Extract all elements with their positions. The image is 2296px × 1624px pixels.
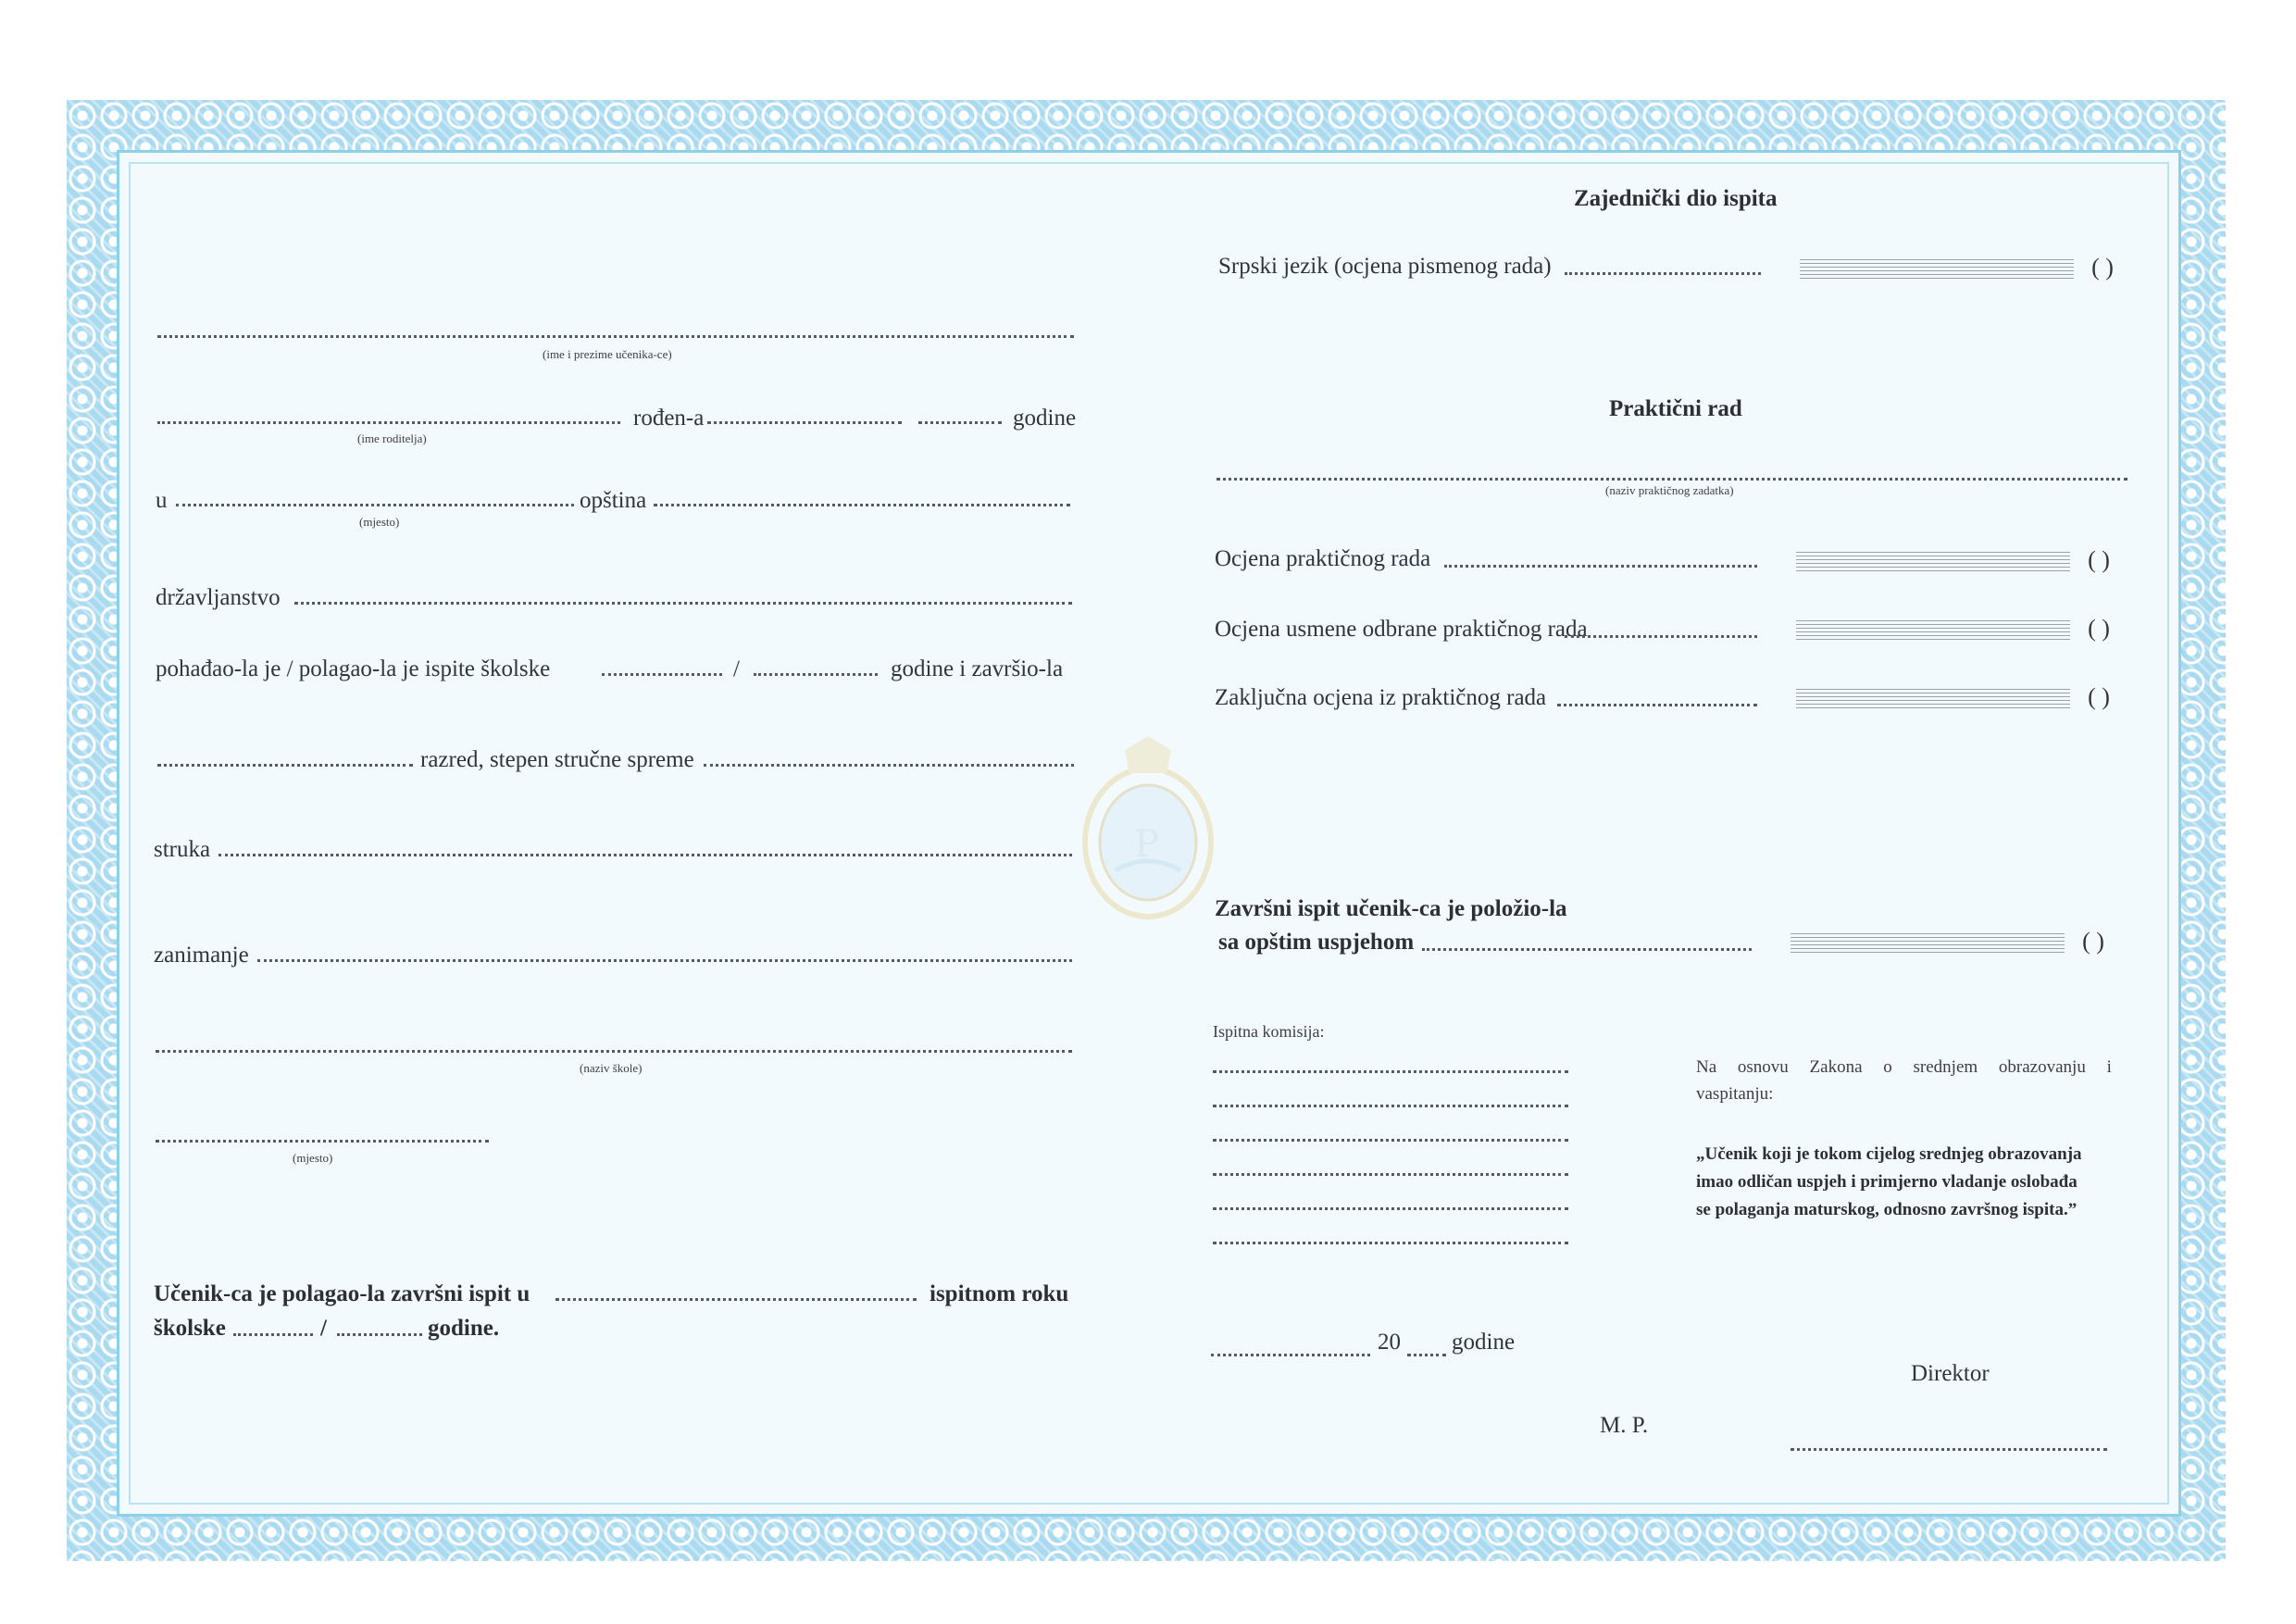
date-year-suffix: godine — [1452, 1330, 1516, 1355]
practical-task-field[interactable] — [1217, 478, 2128, 481]
student-name-field[interactable] — [157, 335, 1074, 338]
quote-line-3: se polaganja maturskog, odnosno završnog ispita.” — [1696, 1200, 2078, 1219]
practical-grade-box[interactable]: ( ) — [1796, 548, 2126, 576]
occupation-field[interactable] — [257, 959, 1072, 962]
serbian-grade-dots[interactable] — [1565, 272, 1761, 275]
birth-year-field[interactable] — [918, 421, 1002, 424]
practical-grade-dots[interactable] — [1444, 565, 1757, 568]
parent-caption: (ime roditelja) — [357, 431, 427, 445]
common-title: Zajednički dio ispita — [1574, 186, 1778, 211]
serbian-label: Srpski jezik (ocjena pismenog rada) — [1218, 254, 1552, 279]
quote-line-1: „Učenik koji je tokom cijelog srednjeg obrazovanja — [1696, 1144, 2082, 1164]
birth-place-field[interactable] — [176, 504, 574, 506]
passed-line-1: Završni ispit učenik-ca je položio-la — [1215, 896, 1567, 921]
final-practical-label: Zaključna ocjena iz praktičnog rada — [1215, 685, 1547, 710]
school-year-start-field[interactable] — [602, 673, 722, 676]
field-input[interactable] — [218, 854, 1072, 856]
commission-member-3[interactable] — [1213, 1139, 1568, 1142]
oral-defense-label: Ocjena usmene odbrane praktičnog rada — [1215, 617, 1588, 642]
exam-line-2c: godine. — [428, 1316, 500, 1341]
overall-success-dots[interactable] — [1422, 948, 1752, 951]
place-prefix: u — [156, 488, 168, 513]
exam-line-1a: Učenik-ca je polagao-la završni ispit u — [154, 1281, 530, 1306]
citizenship-field[interactable] — [294, 602, 1072, 605]
place-caption: (mjesto) — [359, 515, 400, 529]
law-line-1: Na osnovu Zakona o srednjem obrazovanju i — [1696, 1057, 2112, 1077]
school-name-field[interactable] — [156, 1050, 1072, 1053]
year-completed-label: godine i završio-la — [891, 656, 1064, 681]
commission-member-4[interactable] — [1213, 1173, 1568, 1176]
law-line-2: vaspitanju: — [1696, 1084, 1774, 1104]
emblem-watermark-icon — [1079, 731, 1217, 926]
slash: / — [733, 656, 740, 681]
place-caption-2: (mjesto) — [293, 1151, 333, 1165]
serbian-grade-box[interactable]: ( ) — [1800, 256, 2129, 283]
year-label: godine — [1013, 406, 1077, 431]
school-year-end-field[interactable] — [754, 673, 878, 676]
commission-member-5[interactable] — [1213, 1207, 1568, 1210]
exam-line-2b: / — [320, 1316, 327, 1341]
qualification-field[interactable] — [704, 764, 1074, 767]
oral-defense-grade-box[interactable]: ( ) — [1796, 617, 2126, 644]
citizenship-label: državljanstvo — [156, 585, 281, 610]
commission-member-2[interactable] — [1213, 1105, 1568, 1107]
grade-field[interactable] — [157, 764, 413, 767]
practical-grade-label: Ocjena praktičnog rada — [1215, 546, 1431, 571]
commission-member-6[interactable] — [1213, 1242, 1568, 1244]
birth-date-field[interactable] — [707, 421, 902, 424]
final-practical-dots[interactable] — [1557, 704, 1757, 706]
born-label: rođen-a — [633, 406, 705, 431]
date-year-field[interactable] — [1407, 1354, 1446, 1356]
overall-grade-box[interactable]: ( ) — [1791, 930, 2120, 957]
passed-line-2: sa opštim uspjehom — [1218, 930, 1415, 955]
svg-text:P: P — [1134, 823, 1159, 866]
municipality-field[interactable] — [654, 504, 1070, 506]
exam-line-1b: ispitnom roku — [930, 1281, 1069, 1306]
date-place-field[interactable] — [1211, 1354, 1370, 1356]
student-name-caption: (ime i prezime učenika-ce) — [543, 347, 672, 361]
final-practical-grade-box[interactable]: ( ) — [1796, 685, 2126, 713]
exam-line-2a: školske — [154, 1316, 226, 1341]
occupation-label: zanimanje — [154, 943, 249, 968]
exam-term-field[interactable] — [555, 1298, 917, 1301]
date-year-prefix: 20 — [1378, 1330, 1401, 1355]
grade-label: razred, stepen stručne spreme — [420, 747, 694, 772]
exam-year-end-field[interactable] — [337, 1333, 422, 1336]
practical-title: Praktični rad — [1609, 396, 1742, 421]
municipality-label: opština — [580, 488, 647, 513]
director-signature-field[interactable] — [1791, 1448, 2107, 1451]
oral-defense-dots[interactable] — [1565, 635, 1757, 638]
director-label: Direktor — [1911, 1361, 1990, 1386]
stamp-label: M. P. — [1600, 1413, 1649, 1438]
task-caption: (naziv praktičnog zadatka) — [1605, 483, 1734, 497]
commission-member-1[interactable] — [1213, 1070, 1568, 1073]
quote-line-2: imao odličan uspjeh i primjerno vladanje oslobađa — [1696, 1172, 2078, 1192]
attended-label: pohađao-la je / polagao-la je ispite školske — [156, 656, 551, 681]
field-label: struka — [154, 837, 211, 862]
school-caption: (naziv škole) — [580, 1061, 643, 1075]
commission-label: Ispitna komisija: — [1213, 1022, 1325, 1041]
exam-year-start-field[interactable] — [233, 1333, 313, 1336]
parent-name-field[interactable] — [157, 421, 620, 424]
school-place-field[interactable] — [156, 1140, 489, 1143]
